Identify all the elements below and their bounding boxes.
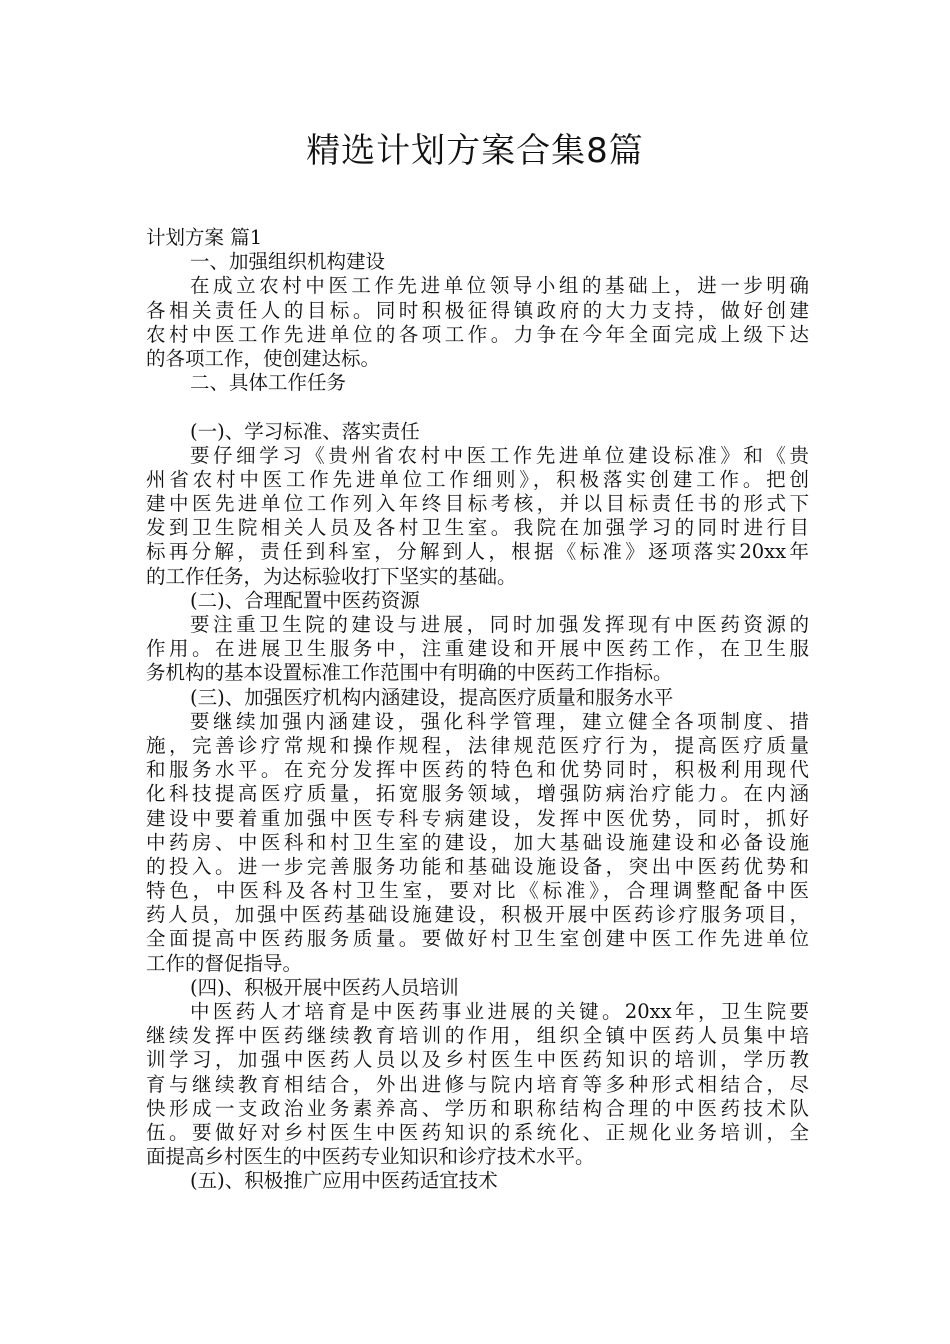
text-line: 各相关责任人的目标。同时积极征得镇政府的大力支持，做好创建 bbox=[146, 298, 809, 322]
text-line: 施，完善诊疗常规和操作规程，法律规范医疗行为，提高医疗质量 bbox=[146, 733, 809, 757]
text-line: 农村中医工作先进单位的各项工作。力争在今年全面完成上级下达 bbox=[146, 322, 809, 346]
text-line: 在成立农村中医工作先进单位领导小组的基础上，进一步明确 bbox=[190, 274, 809, 298]
text-line: 面提高乡村医生的中医药专业知识和诊疗技术水平。 bbox=[146, 1145, 595, 1169]
text-line: 特色，中医科及各村卫生室，要对比《标准》，合理调整配备中医 bbox=[146, 879, 809, 903]
text-line: 要继续加强内涵建设，强化科学管理，建立健全各项制度、措 bbox=[190, 709, 809, 733]
text-line: 二、具体工作任务 bbox=[190, 371, 347, 395]
text-line: (三)、加强医疗机构内涵建设，提高医疗质量和服务水平 bbox=[190, 685, 674, 709]
text-line: 快形成一支政治业务素养高、学历和职称结构合理的中医药技术队 bbox=[146, 1096, 809, 1120]
text-line: 训学习，加强中医药人员以及乡村医生中医药知识的培训，学历教 bbox=[146, 1048, 809, 1072]
text-line: 的各项工作，使创建达标。 bbox=[146, 346, 381, 370]
text-line: 标再分解，责任到科室，分解到人，根据《标准》逐项落实20xx年 bbox=[146, 540, 809, 564]
text-line: (二)、合理配置中医药资源 bbox=[190, 588, 420, 612]
text-line: 州省农村中医工作先进单位工作细则》，积极落实创建工作。把创 bbox=[146, 467, 809, 491]
text-line: 育与继续教育相结合，外出进修与院内培育等多种形式相结合，尽 bbox=[146, 1072, 809, 1096]
text-line: 务机构的基本设置标准工作范围中有明确的中医药工作指标。 bbox=[146, 661, 673, 685]
text-line: 药人员，加强中医药基础设施建设，积极开展中医药诊疗服务项目， bbox=[146, 903, 809, 927]
text-line: (一)、学习标准、落实责任 bbox=[190, 419, 420, 443]
text-line: 中药房、中医科和村卫生室的建设，加大基础设施建设和必备设施 bbox=[146, 830, 809, 854]
text-line: 发到卫生院相关人员及各村卫生室。我院在加强学习的同时进行目 bbox=[146, 516, 809, 540]
text-line: 建设中要着重加强中医专科专病建设，发挥中医优势，同时，抓好 bbox=[146, 806, 809, 830]
text-line: 要注重卫生院的建设与进展，同时加强发挥现有中医药资源的 bbox=[190, 613, 809, 636]
text-line: 的投入。进一步完善服务功能和基础设施设备，突出中医药优势和 bbox=[146, 854, 809, 878]
text-line: 中医药人才培育是中医药事业进展的关键。20xx年，卫生院要 bbox=[190, 1000, 809, 1023]
text-line: 全面提高中医药服务质量。要做好村卫生室创建中医工作先进单位 bbox=[146, 927, 809, 951]
text-line: 作用。在进展卫生服务中，注重建设和开展中医药工作，在卫生服 bbox=[146, 637, 809, 661]
text-line: 和服务水平。在充分发挥中医药的特色和优势同时，积极利用现代 bbox=[146, 758, 809, 782]
text-line: 继续发挥中医药继续教育培训的作用，组织全镇中医药人员集中培 bbox=[146, 1024, 809, 1048]
text-line: 要仔细学习《贵州省农村中医工作先进单位建设标准》和《贵 bbox=[190, 443, 809, 467]
document-body bbox=[146, 226, 809, 1194]
text-line: 化科技提高医疗质量，拓宽服务领域，增强防病治疗能力。在内涵 bbox=[146, 782, 809, 806]
text-line: 建中医先进单位工作列入年终目标考核，并以目标责任书的形式下 bbox=[146, 492, 809, 516]
text-line: (五)、积极推广应用中医药适宜技术 bbox=[190, 1169, 498, 1193]
text-line: 一、加强组织机构建设 bbox=[190, 250, 386, 274]
text-line: 伍。要做好对乡村医生中医药知识的系统化、正规化业务培训，全 bbox=[146, 1120, 809, 1144]
text-line: 的工作任务，为达标验收打下坚实的基础。 bbox=[146, 564, 517, 588]
text-line: 计划方案 篇1 bbox=[146, 226, 263, 249]
blank-line bbox=[146, 395, 809, 419]
text-line: (四)、积极开展中医药人员培训 bbox=[190, 975, 459, 999]
document-title: 精选计划方案合集8篇 bbox=[306, 131, 644, 171]
text-line: 工作的督促指导。 bbox=[146, 951, 303, 975]
